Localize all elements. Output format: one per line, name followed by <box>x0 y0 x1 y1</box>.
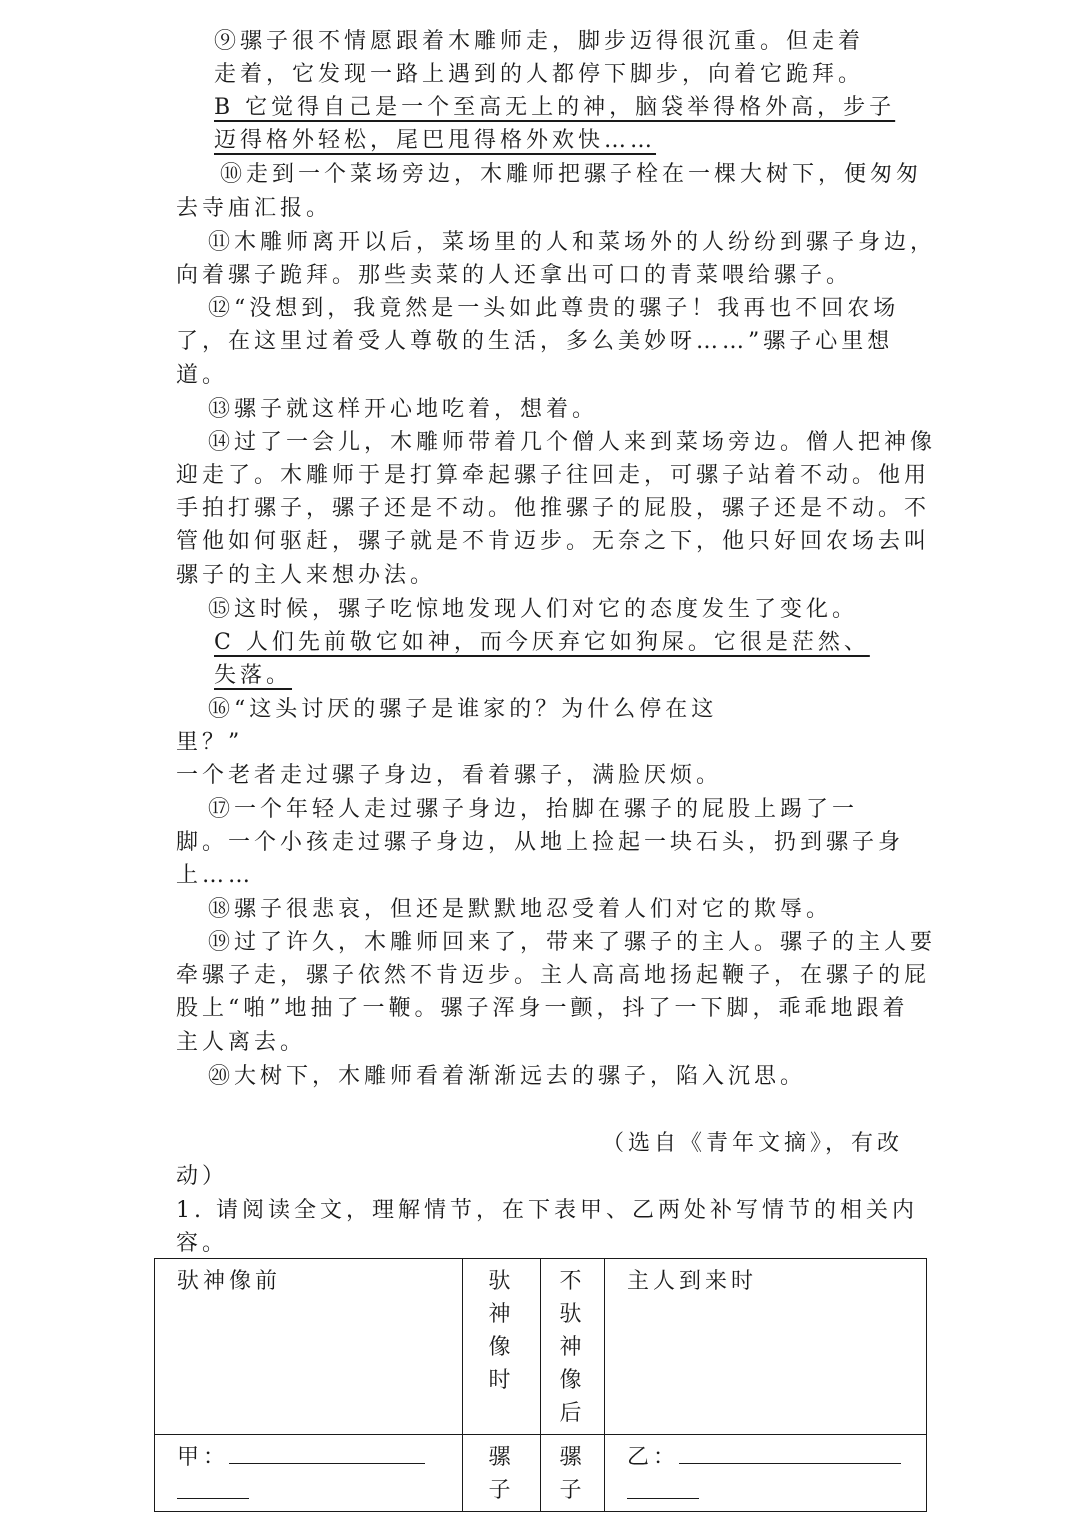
cell-label: 驮神像前 <box>177 1269 282 1294</box>
text-line: ⑬骡子就这样开心地吃着，想着。 <box>208 397 599 422</box>
text-line: 了，在这里过着受人尊敬的生活，多么美妙呀……”骡子心里想 <box>176 329 894 354</box>
text-line: 迎走了。木雕师于是打算牵起骡子往回走，可骡子站着不动。他用 <box>176 463 931 488</box>
answer-blank[interactable] <box>627 1480 699 1499</box>
plot-table <box>154 1258 927 1512</box>
cell-before-carrying <box>155 1259 463 1435</box>
answer-cell-during <box>463 1435 541 1512</box>
cell-label: 驮神像时 <box>488 1269 515 1393</box>
text-line: ⑨骡子很不情愿跟着木雕师走，脚步迈得很沉重。但走着 <box>214 29 865 54</box>
text-line: 走着，它发现一路上遇到的人都停下脚步，向着它跪拜。 <box>214 62 865 87</box>
text-line: ⑭过了一会儿，木雕师带着几个僧人来到菜场旁边。僧人把神像 <box>208 430 937 455</box>
table-answer-row <box>155 1435 927 1512</box>
text-line: 脚。一个小孩走过骡子身边，从地上捡起一块石头，扔到骡子身 <box>176 830 905 855</box>
text-line: ⑫“没想到，我竟然是一头如此尊贵的骡子！我再也不回农场 <box>208 296 900 321</box>
text-line: ⑩走到一个菜场旁边，木雕师把骡子栓在一棵大树下，便匆匆 <box>220 162 923 187</box>
underlined-text-line: C 人们先前敬它如神，而今厌弃它如狗屎。它很是茫然、 <box>214 630 870 655</box>
text-line: 里？” <box>176 730 244 755</box>
yi-label: 乙： <box>627 1445 680 1470</box>
cell-label: 不驮神像后 <box>559 1269 586 1426</box>
answer-cell-jia[interactable] <box>155 1435 463 1512</box>
source-attribution-cont: 动） <box>176 1164 229 1189</box>
question-text-cont: 容。 <box>176 1231 229 1256</box>
text-line: 股上“啪”地抽了一鞭。骡子浑身一颤，抖了一下脚，乖乖地跟着 <box>176 996 909 1021</box>
answer-blank[interactable] <box>229 1445 425 1464</box>
text-line: 上…… <box>176 863 255 888</box>
table-header-row <box>155 1259 927 1435</box>
source-attribution: （选自《青年文摘》，有改 <box>602 1131 904 1156</box>
text-line: ⑮这时候，骡子吃惊地发现人们对它的态度发生了变化。 <box>208 597 859 622</box>
text-line: 去寺庙汇报。 <box>176 196 333 221</box>
cell-while-carrying <box>463 1259 541 1435</box>
underlined-text-line: B 它觉得自己是一个至高无上的神，脑袋举得格外高，步子 <box>214 95 896 120</box>
cell-text: 骡子 <box>559 1445 586 1503</box>
text-line: ⑰一个年轻人走过骡子身边，抬脚在骡子的屁股上踢了一 <box>208 797 859 822</box>
text-line: ⑱骡子很悲哀，但还是默默地忍受着人们对它的欺辱。 <box>208 897 833 922</box>
answer-cell-after <box>541 1435 605 1512</box>
text-line: 一个老者走过骡子身边，看着骡子，满脸厌烦。 <box>176 763 723 788</box>
underlined-text-line: 迈得格外轻松，尾巴甩得格外欢快…… <box>214 128 657 153</box>
text-line: ⑲过了许久，木雕师回来了，带来了骡子的主人。骡子的主人要 <box>208 930 937 955</box>
cell-owner-arrives <box>605 1259 927 1435</box>
text-line: 骡子的主人来想办法。 <box>176 563 437 588</box>
text-line: 道。 <box>176 363 229 388</box>
answer-blank[interactable] <box>177 1480 249 1499</box>
text-line: 管他如何驱赶，骡子就是不肯迈步。无奈之下，他只好回农场去叫 <box>176 529 931 554</box>
text-line: 主人离去。 <box>176 1030 307 1055</box>
underlined-text-line: 失落。 <box>214 663 293 688</box>
text-line: 向着骡子跪拜。那些卖菜的人还拿出可口的青菜喂给骡子。 <box>176 263 853 288</box>
question-text: 1. 请阅读全文，理解情节，在下表甲、乙两处补写情节的相关内 <box>176 1198 918 1223</box>
text-line: 牵骡子走，骡子依然不肯迈步。主人高高地扬起鞭子，在骡子的屁 <box>176 963 931 988</box>
cell-label: 主人到来时 <box>627 1269 758 1294</box>
cell-after-carrying <box>541 1259 605 1435</box>
jia-label: 甲： <box>177 1445 230 1470</box>
text-line: ⑯“这头讨厌的骡子是谁家的？为什么停在这 <box>208 697 718 722</box>
text-line: 手拍打骡子，骡子还是不动。他推骡子的屁股，骡子还是不动。不 <box>176 496 931 521</box>
cell-text: 骡子 <box>488 1445 515 1503</box>
text-line: ⑳大树下，木雕师看着渐渐远去的骡子，陷入沉思。 <box>208 1064 807 1089</box>
answer-blank[interactable] <box>679 1445 901 1464</box>
answer-cell-yi[interactable] <box>605 1435 927 1512</box>
text-line: ⑪木雕师离开以后，菜场里的人和菜场外的人纷纷到骡子身边， <box>208 230 937 255</box>
